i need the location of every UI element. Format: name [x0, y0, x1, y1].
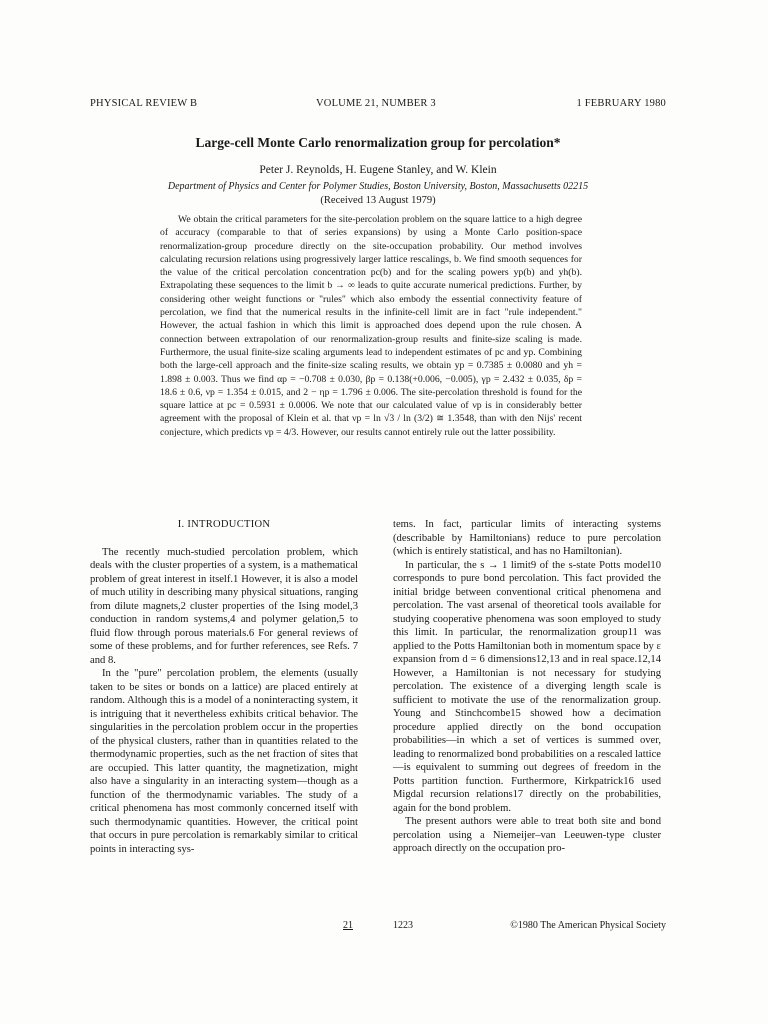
issue-date: 1 FEBRUARY 1980 — [576, 98, 666, 109]
left-column — [90, 518, 358, 856]
paragraph: In particular, the s → 1 limit9 of the s-state Potts model10 corresponds to pure bond percolation. This fact provided the initial bridge between conventional critical phenomena and percolation. The vast arsenal of theoretical tools available for studying cooperative phenomena was soon employed to study this limit. In particular, the renormalization group11 was applied to the Potts Hamiltonian both in momentum space by ε expansion from d = 6 dimensions12,13 and in real space.12,14 However, a Hamiltonian is not necessary for studying percolation. The existence of a diverging length scale is sufficient to motivate the use of the renormalization group. Young and Stinchcombe15 showed how a decimation procedure applied directly on the bond occupation probabilities—in which a set of vertices is summed over, leading to renormalized bond probabilities on a rescaled lattice—is equivalent to summing out degrees of freedom in the Potts partition function. Furthermore, Kirkpatrick16 used Migdal recursion relations17 directly on the probabilities, again for the bond problem. — [393, 559, 661, 814]
paragraph: The recently much-studied percolation problem, which deals with the cluster properties of a system, is a mathematical problem of great interest in itself.1 However, it is also a model of much utility in describing many physical situations, ranging from dilute magnets,2 cluster properties of the Ising model,3 conduction in random systems,4 and polymer gelation,5 to fluid flow through porous materials.6 For general reviews of some of these problems, and for further references, see Refs. 7 and 8. — [90, 546, 358, 666]
copyright: ©1980 The American Physical Society — [510, 920, 666, 931]
paragraph: In the "pure" percolation problem, the elements (usually taken to be sites or bonds on a lattice) are placed entirely at random. Although this is a model of a noninteracting system, it is intriguing that it nevertheless exhibits critical behavior. The singularities in the percolation problem occur in the properties of the physical clusters, rather than in quantities related to the thermodynamic properties, such as the net fraction of sites that are occupied. This latter quantity, the magnetization, might also have a singularity in an interacting system—though as a function of the thermodynamic variables. The study of a critical phenomena has most commonly concerned itself with such thermodynamic quantities. However, the critical point that occurs in pure percolation is remarkably similar to critical points in interacting sys- — [90, 668, 358, 855]
paragraph: The present authors were able to treat both site and bond percolation using a Niemeijer–van Leeuwen-type cluster approach directly on the occupation pro- — [393, 816, 661, 854]
abstract — [160, 213, 582, 439]
affiliation: Department of Physics and Center for Polymer Studies, Boston University, Boston, Massachusetts 02215 — [167, 181, 589, 192]
right-column — [393, 518, 661, 856]
volume-number: VOLUME 21, NUMBER 3 — [316, 98, 436, 109]
paper-title: Large-cell Monte Carlo renormalization group for percolation* — [195, 135, 561, 150]
journal-name: PHYSICAL REVIEW B — [90, 98, 198, 109]
section-heading: I. INTRODUCTION — [177, 519, 271, 530]
received-date: (Received 13 August 1979) — [320, 195, 436, 206]
abstract-text: We obtain the critical parameters for the site-percolation problem on the square lattice to a high degree of accuracy (comparable to that of series expansions) by using a Monte Carlo position-space renormalization-group procedure directly on the site-occupation probability. Our method involves calculating recursion relations using progressively larger lattice rescalings, b. We find smooth sequences for the value of the critical percolation concentration pc(b) and for the scaling powers yp(b) and yh(b). Extrapolating these sequences to the limit b → ∞ leads to quite accurate numerical predictions. Further, by considering other weight functions or "rules" which also embody the essential connectivity feature of percolation, we find that the numerical results in the infinite-cell limit are in fact "rule independent." However, the actual fashion in which this limit is approached does depend upon the rule chosen. A connection between extrapolation of our renormalization-group results and finite-size scaling is made. Furthermore, the usual finite-size scaling arguments lead to independent estimates of pc and yp. Combining both the large-cell approach and the finite-size scaling results, we obtain yp = 0.7385 ± 0.0080 and yh = 1.898 ± 0.003. Thus we find αp = −0.708 ± 0.030, βp = 0.138(+0.006, −0.005), γp = 2.432 ± 0.035, δp = 18.6 ± 0.6, νp = 1.354 ± 0.015, and 2 − ηp = 1.796 ± 0.006. The site-percolation threshold is found for the square lattice at pc = 0.5931 ± 0.0006. We note that our calculated value of νp is in considerably better agreement with the proposal of Klein et al. that νp = ln √3 / ln (3/2) ≅ 1.3548, than with den Nijs' recent conjecture, which predicts νp = 4/3. However, our results cannot entirely rule out the latter possibility. — [160, 214, 582, 438]
page-number: 1223 — [393, 920, 413, 931]
footer-volume: 21 — [343, 920, 353, 931]
author-list: Peter J. Reynolds, H. Eugene Stanley, and W. Klein — [259, 164, 497, 176]
paragraph: tems. In fact, particular limits of interacting systems (describable by Hamiltonians) reduce to pure percolation (which is entirely statistical, and has no Hamiltonian). — [393, 519, 661, 557]
